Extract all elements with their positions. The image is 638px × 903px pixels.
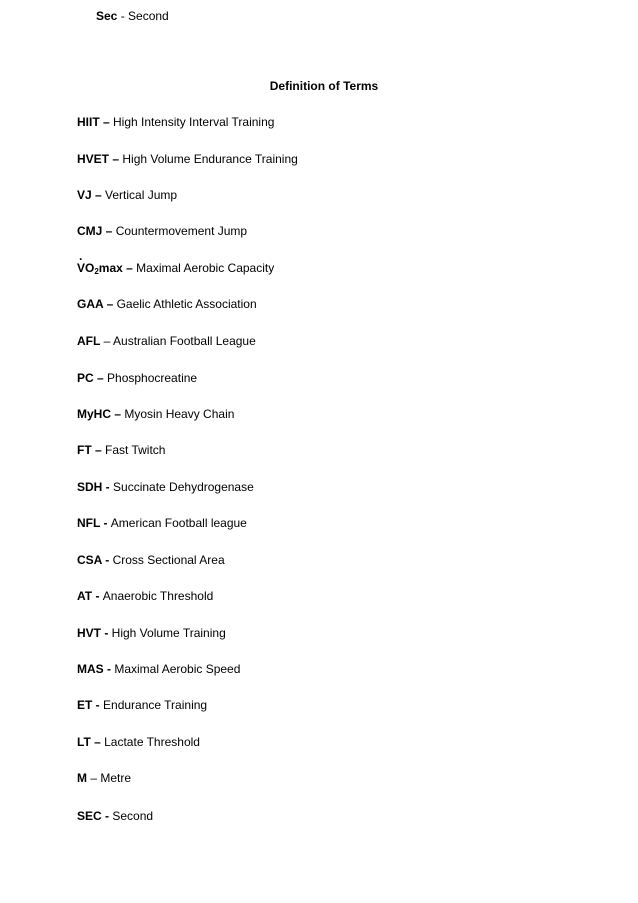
term-definition: Cross Sectional Area bbox=[112, 553, 225, 567]
term-abbreviation: VJ bbox=[77, 188, 92, 202]
definition-row bbox=[77, 809, 153, 823]
term-separator: - bbox=[100, 516, 111, 530]
term-definition: Phosphocreatine bbox=[107, 371, 198, 385]
term-separator: - bbox=[101, 553, 113, 567]
term-separator: - bbox=[92, 698, 104, 712]
term-definition: Maximal Aerobic Speed bbox=[114, 662, 241, 676]
term-abbreviation: GAA bbox=[77, 297, 104, 311]
definition-row bbox=[77, 662, 240, 676]
definition-row bbox=[77, 626, 226, 640]
definition-row bbox=[77, 261, 274, 275]
term-abbreviation: CMJ bbox=[77, 224, 103, 238]
term-abbreviation: ET bbox=[77, 698, 93, 712]
term-definition: High Volume Training bbox=[111, 626, 226, 640]
term-definition: Lactate Threshold bbox=[104, 735, 200, 749]
definition-row bbox=[77, 152, 298, 166]
term-abbreviation: AFL bbox=[77, 334, 101, 348]
term-definition: Second bbox=[128, 9, 169, 23]
term-main: · VO bbox=[77, 261, 94, 275]
term-definition: Vertical Jump bbox=[105, 188, 178, 202]
term-separator: – bbox=[93, 371, 108, 385]
term-definition: Fast Twitch bbox=[105, 443, 166, 457]
term-separator: – bbox=[111, 407, 125, 421]
definition-row bbox=[77, 589, 213, 603]
definition-row bbox=[77, 480, 254, 494]
term-separator: – bbox=[102, 224, 116, 238]
term-suffix: max bbox=[98, 261, 123, 275]
definition-row bbox=[77, 553, 225, 567]
definition-row bbox=[77, 188, 177, 202]
term-definition: Myosin Heavy Chain bbox=[124, 407, 235, 421]
term-abbreviation: HVT bbox=[77, 626, 101, 640]
term-abbreviation: HVET bbox=[77, 152, 110, 166]
term-abbreviation: MyHC bbox=[77, 407, 112, 421]
term-separator: – bbox=[103, 297, 117, 311]
term-definition: Countermovement Jump bbox=[115, 224, 248, 238]
term-abbreviation bbox=[77, 261, 123, 275]
term-separator: – bbox=[90, 735, 105, 749]
term-definition: Australian Football League bbox=[113, 334, 256, 348]
term-separator: - bbox=[101, 809, 113, 823]
term-separator: - bbox=[102, 480, 114, 494]
term-separator: - bbox=[101, 626, 112, 640]
term-abbreviation: HIIT bbox=[77, 115, 100, 129]
term-abbreviation: M bbox=[77, 771, 87, 785]
term-abbreviation: AT bbox=[77, 589, 93, 603]
term-definition: Succinate Dehydrogenase bbox=[113, 480, 254, 494]
term-separator: – bbox=[122, 261, 137, 275]
term-abbreviation: LT bbox=[77, 735, 91, 749]
term-separator: – bbox=[91, 188, 106, 202]
term-definition: High Volume Endurance Training bbox=[122, 152, 298, 166]
definition-row bbox=[77, 297, 257, 311]
term-definition: High Intensity Interval Training bbox=[113, 115, 275, 129]
definition-row bbox=[77, 698, 207, 712]
term-subscript: 2 bbox=[94, 267, 99, 276]
definition-row bbox=[77, 735, 200, 749]
term-separator: - bbox=[117, 9, 129, 23]
term-separator: – bbox=[100, 334, 114, 348]
term-definition: Gaelic Athletic Association bbox=[116, 297, 257, 311]
section-heading: Definition of Terms bbox=[269, 79, 379, 93]
term-definition: Metre bbox=[100, 771, 132, 785]
term-separator: - bbox=[92, 589, 103, 603]
term-abbreviation: NFL bbox=[77, 516, 101, 530]
term-abbreviation: SEC bbox=[77, 809, 102, 823]
term-abbreviation: MAS bbox=[77, 662, 104, 676]
term-separator: - bbox=[103, 662, 115, 676]
term-separator: – bbox=[109, 152, 123, 166]
term-abbreviation: SDH bbox=[77, 480, 103, 494]
term-definition: American Football league bbox=[110, 516, 247, 530]
term-definition: Second bbox=[112, 809, 154, 823]
term-definition: Endurance Training bbox=[103, 698, 208, 712]
term-definition: Maximal Aerobic Capacity bbox=[136, 261, 275, 275]
term-abbreviation: FT bbox=[77, 443, 92, 457]
term-separator: – bbox=[87, 771, 101, 785]
term-abbreviation: CSA bbox=[77, 553, 102, 567]
definition-row bbox=[77, 771, 131, 785]
definition-row bbox=[77, 516, 247, 530]
definition-row bbox=[77, 371, 197, 385]
term-separator: – bbox=[91, 443, 106, 457]
definition-row bbox=[77, 224, 247, 238]
term-abbreviation: Sec bbox=[96, 9, 118, 23]
definition-row bbox=[77, 407, 234, 421]
definition-row bbox=[77, 334, 256, 348]
definition-row bbox=[77, 115, 274, 129]
term-separator: – bbox=[99, 115, 114, 129]
definition-row bbox=[77, 443, 165, 457]
term-abbreviation: PC bbox=[77, 371, 94, 385]
top-definition-line bbox=[96, 9, 169, 23]
term-definition: Anaerobic Threshold bbox=[102, 589, 214, 603]
